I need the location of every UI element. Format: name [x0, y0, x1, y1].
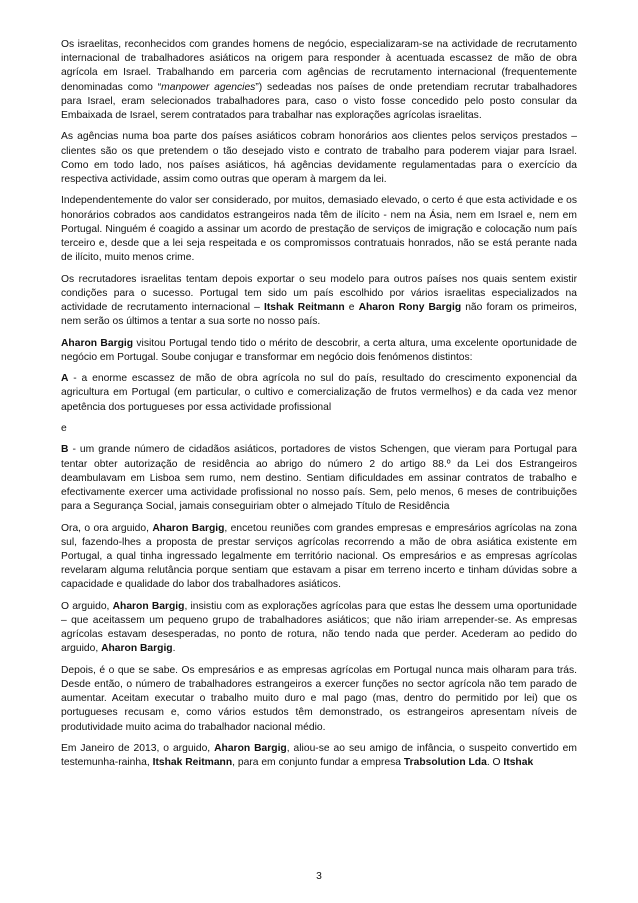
- paragraph: Em Janeiro de 2013, o arguido, Aharon Bargig, aliou-se ao seu amigo de infância, o suspeito convertido em testemunha-rainha, Itshak Reitmann, para em conjunto fundar a empresa Trabsolution Lda. O Itshak: [61, 743, 577, 769]
- person-name: Aharon Bargig: [112, 600, 185, 612]
- person-name: Aharon Bargig: [61, 337, 134, 349]
- document-body: [61, 38, 577, 778]
- company-name: Trabsolution Lda: [403, 757, 487, 769]
- paragraph: B - um grande número de cidadãos asiáticos, portadores de vistos Schengen, que vieram para Portugal para tentar obter autorização de residência ao abrigo do número 2 do artigo 88.º da Lei dos Estrangeiros deambulavam em Lisboa sem rumo, nem destino. Sentiam dificuldades em assinar contratos de trabalho e efectivamente exercer uma actividade profissional no nosso país. Sem, pelo menos, 6 meses de contribuições para a Segurança Social, jamais conseguiriam obter o almejado Título de Residência: [61, 444, 577, 513]
- paragraph: Ora, o ora arguido, Aharon Bargig, encetou reuniões com grandes empresas e empresários agrícolas na zona sul, fazendo-lhes a proposta de prestar serviços agrícolas recorrendo a mão de obra asiática existente em Portugal, a qual tinha ingressado legalmente em território nacional. Os empresários e as empresas agrícolas revelaram alguma relutância porque sentiam que estavam a pisar em terreno incerto e tinham dúvidas sobre a capacidade e qualidade do labor dos trabalhadores asiáticos.: [61, 522, 577, 591]
- paragraph: Aharon Bargig visitou Portugal tendo tido o mérito de descobrir, a certa altura, uma excelente oportunidade de negócio em Portugal. Soube conjugar e transformar em negócio dois fenómenos distintos:: [61, 337, 577, 363]
- paragraph: Os israelitas, reconhecidos com grandes homens de negócio, especializaram-se na actividade de recrutamento internacional de trabalhadores asiáticos na origem para responder à acentuada escassez de mão de obra agrícola em Israel. Trabalhando em parceria com agências de recrutamento internacional (frequentemente denominadas como “manpower agencies”) sedeadas nos países de onde pretendiam recrutar trabalhadores para Israel, eram selecionados trabalhadores para, caso o visto fosse concedido pelo posto consular da Embaixada de Israel, serem contratados para trabalhar nas explorações agrícolas israelitas.: [61, 39, 577, 122]
- list-marker: A: [61, 373, 69, 385]
- emphasis-text: manpower agencies: [161, 81, 256, 93]
- paragraph: e: [61, 423, 67, 434]
- person-name: Aharon Rony Bargig: [358, 302, 462, 314]
- paragraph: A - a enorme escassez de mão de obra agrícola no sul do país, resultado do crescimento exponencial da agricultura em Portugal (em particular, o cultivo e comercialização de frutos vermelhos) e da cada vez menor apetência dos portugueses por essa actividade profissional: [61, 373, 577, 413]
- person-name: Itshak Reitmann: [152, 757, 233, 769]
- person-name: Aharon Bargig: [214, 743, 287, 754]
- list-marker: B: [61, 444, 69, 456]
- paragraph: Depois, é o que se sabe. Os empresários e as empresas agrícolas em Portugal nunca mais olharam para trás. Desde então, o número de trabalhadores estrangeiros a exercer funções no sector agrícola não tem parado de aumentar. Aceitam executar o trabalho muito duro e mal pago (mas, dentro do permitido por lei) que os portugueses recusam e, como vários estudos têm demonstrado, os estrangeiros apresentam níveis de produtividade muito acima do trabalhador nacional médio.: [61, 664, 577, 733]
- paragraph: O arguido, Aharon Bargig, insistiu com as explorações agrícolas para que estas lhe dessem uma oportunidade – que aceitassem um pequeno grupo de trabalhadores asiáticos; que não iriam arrepender-se. As empresas agrícolas estavam desesperadas, no ponto de rotura, não tendo nada que perder. Acederam ao pedido do arguido, Aharon Bargig.: [61, 600, 577, 655]
- paragraph: Os recrutadores israelitas tentam depois exportar o seu modelo para outros países nos quais sentem existir condições para o sucesso. Portugal tem sido um país escolhido por vários israelitas especializados na actividade de recrutamento internacional – Itshak Reitmann e Aharon Rony Bargig não foram os primeiros, nem serão os últimos a tentar a sua sorte no nosso país.: [61, 273, 577, 328]
- paragraph: As agências numa boa parte dos países asiáticos cobram honorários aos clientes pelos serviços prestados – clientes são os que pretendem o tão desejado visto e contrato de trabalho para poderem viajar para Israel. Como em todo lado, nos países asiáticos, há agências devidamente regulamentadas para o exercício da respectiva actividade, assim como outras que operam à margem da lei.: [61, 131, 577, 186]
- person-name: Aharon Bargig: [152, 522, 225, 534]
- person-name: Itshak: [503, 757, 534, 769]
- paragraph: Independentemente do valor ser considerado, por muitos, demasiado elevado, o certo é que esta actividade e os honorários cobrados aos candidatos estrangeiros nada têm de ilícito - nem na Ásia, nem em Israel e, nem em Portugal. Ninguém é coagido a assinar um acordo de prestação de serviços de imigração e colocação num país terceiro e, desde que a lei seja respeitada e os compromissos contratuais honrados, não se está perante nada de ilícito, muito menos crime.: [61, 195, 577, 264]
- page-number: 3: [316, 871, 322, 882]
- person-name: Itshak Reitmann: [263, 302, 345, 314]
- person-name: Aharon Bargig: [101, 643, 173, 655]
